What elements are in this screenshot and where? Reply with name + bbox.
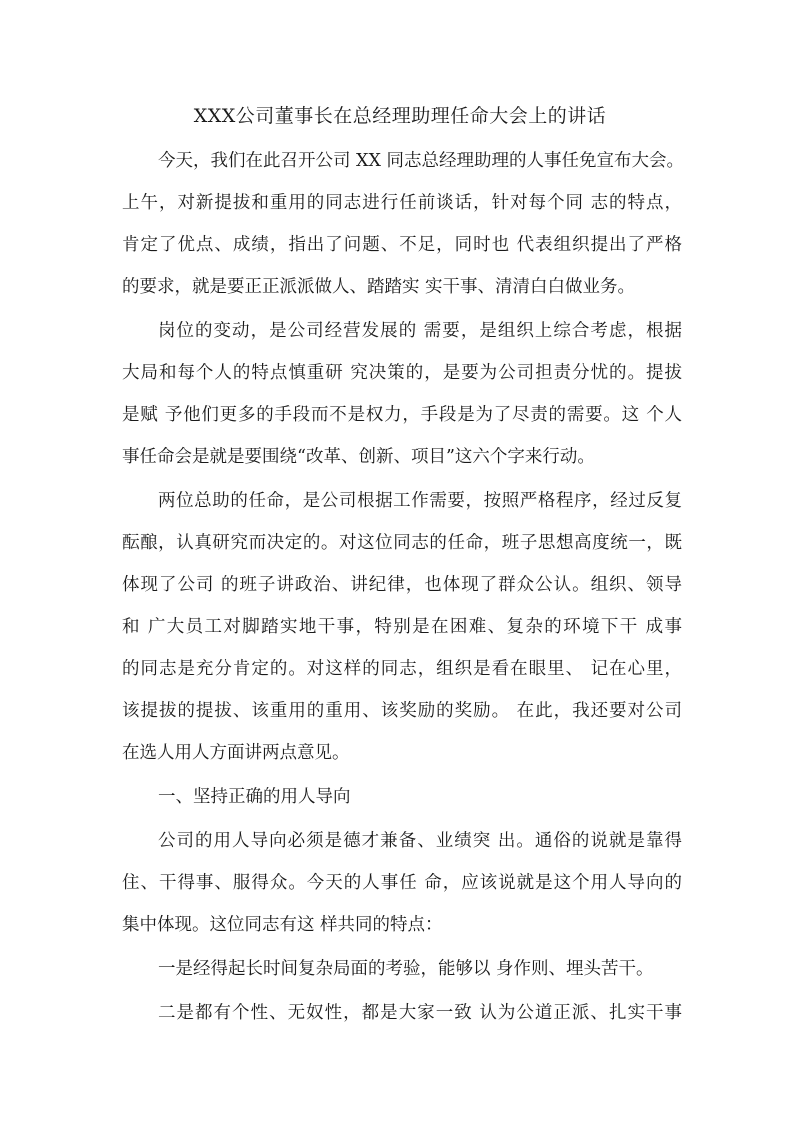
paragraph-line: 上午，对新提拔和重用的同志进行任前谈话，针对每个同 志的特点， — [122, 193, 682, 213]
paragraph-line: 一是经得起长时间复杂局面的考验，能够以 身作则、埋头苦干。 — [158, 959, 654, 979]
paragraph-line: 住、干得事、服得众。今天的人事任 命，应该说就是这个用人导向的 — [122, 873, 682, 893]
paragraph-line: 集中体现。这位同志有这 样共同的特点： — [122, 915, 443, 935]
paragraph-line: 该提拔的提拔、该重用的重用、该奖励的奖励。 在此，我还要对公司 — [122, 701, 682, 721]
paragraph-line: 事任命会是就是要围绕“改革、创新、项目”这六个字来行动。 — [122, 447, 595, 467]
paragraph-line: 在选人用人方面讲两点意见。 — [122, 743, 350, 763]
paragraph-line: 今天，我们在此召开公司 XX 同志总经理助理的人事任免宣布大会。 — [158, 151, 685, 171]
document-title: XXX公司董事长在总经理助理任命大会上的讲话 — [193, 105, 607, 127]
paragraph-line: 二是都有个性、无奴性，都是大家一致 认为公道正派、扎实干事 — [158, 1003, 682, 1023]
paragraph-line: 体现了公司 的班子讲政治、讲纪律，也体现了群众公认。组织、领导 — [122, 575, 682, 595]
paragraph-line: 和 广大员工对脚踏实地干事，特别是在困难、复杂的环境下干 成事 — [122, 617, 682, 637]
paragraph-line: 酝酿，认真研究而决定的。对这位同志的任命，班子思想高度统一，既 — [122, 533, 682, 553]
paragraph-line: 肯定了优点、成绩，指出了问题、不足，同时也 代表组织提出了严格 — [122, 235, 682, 255]
paragraph-line: 是赋 予他们更多的手段而不是权力，手段是为了尽责的需要。这 个人 — [122, 405, 682, 425]
paragraph-line: 的同志是充分肯定的。对这样的同志，组织是看在眼里、 记在心里， — [122, 659, 682, 679]
paragraph-line: 公司的用人导向必须是德才兼备、业绩突 出。通俗的说就是靠得 — [158, 831, 682, 851]
section-heading: 一、坚持正确的用人导向 — [158, 787, 351, 807]
paragraph-line: 岗位的变动，是公司经营发展的 需要，是组织上综合考虑，根据 — [158, 321, 682, 341]
paragraph-line: 两位总助的任命，是公司根据工作需要，按照严格程序，经过反复 — [158, 491, 682, 511]
paragraph-line: 的要求，就是要正正派派做人、踏踏实 实干事、清清白白做业务。 — [122, 277, 636, 297]
paragraph-line: 大局和每个人的特点慎重研 究决策的，是要为公司担责分忧的。提拔 — [122, 363, 682, 383]
